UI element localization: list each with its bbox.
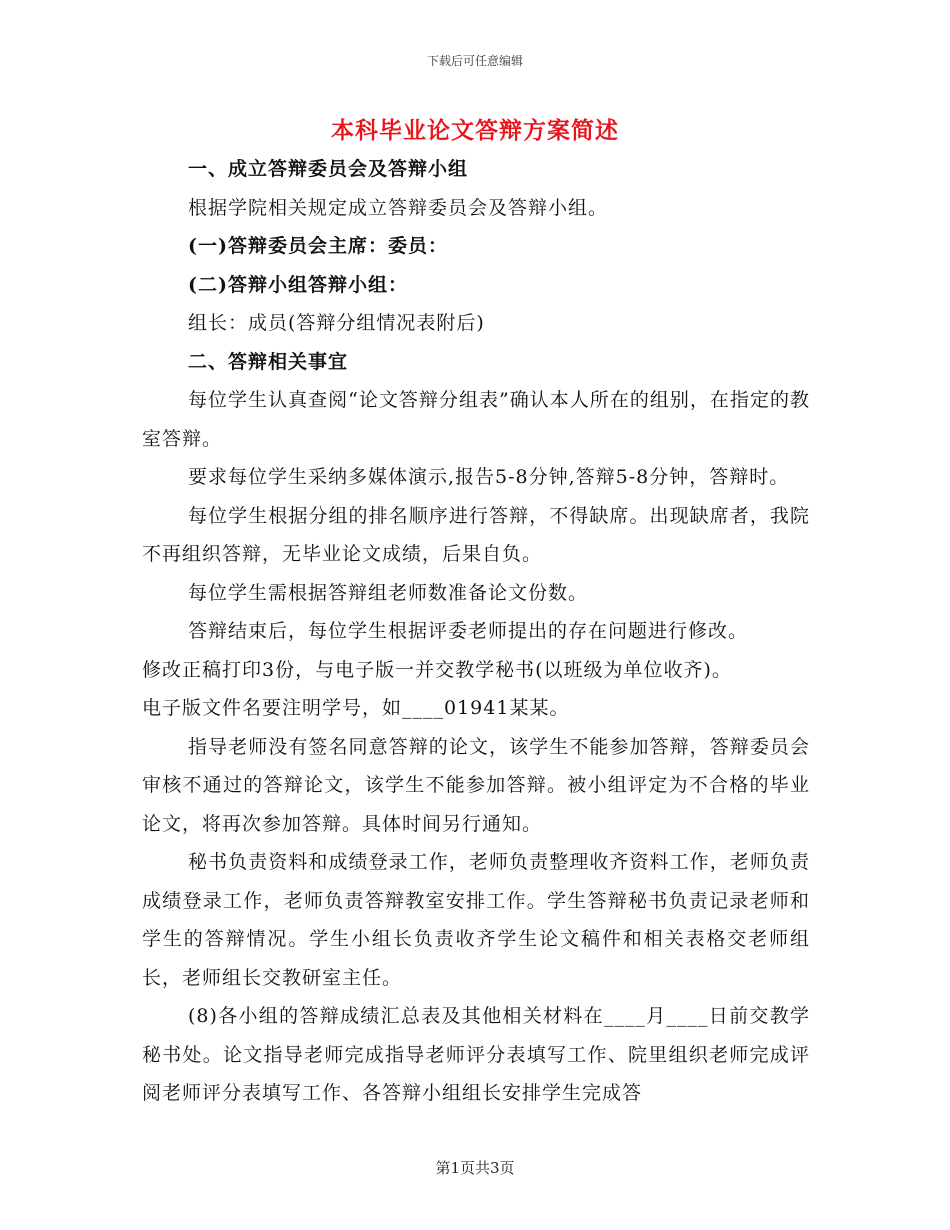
paragraph: (8)各小组的答辩成绩汇总表及其他相关材料在____月____日前交教学秘书处。论文指导老师完成指导老师评分表填写工作、院里组织老师完成评阅老师评分表填写工作、各答辩小组组长安排学生完成答 [142, 1005, 810, 1104]
page-header-note: 下载后可任意编辑 [426, 54, 523, 68]
paragraph: 指导老师没有签名同意答辩的论文，该学生不能参加答辩，答辩委员会审核不通过的答辩论文，该学生不能参加答辩。被小组评定为不合格的毕业论文，将再次参加答辩。具体时间另行通知。 [142, 735, 810, 835]
paragraph: 修改正稿打印3份，与电子版一并交教学秘书(以班级为单位收齐)。 [142, 658, 732, 681]
subheading-committee: (一)答辩委员会主席：委员： [188, 235, 448, 257]
paragraph: 要求每位学生采纳多媒体演示,报告5-8分钟,答辩5-8分钟，答辩时。 [188, 466, 790, 488]
subheading-group: (二)答辩小组答辩小组： [188, 273, 408, 296]
page-number: 第1页共3页 [435, 1159, 515, 1177]
paragraph: 秘书负责资料和成绩登录工作，老师负责整理收齐资料工作，老师负责成绩登录工作，老师负责答辩教室安排工作。学生答辩秘书负责记录老师和学生的答辩情况。学生小组长负责收齐学生论文稿件和相关表格交老师组长，老师组长交教研室主任。 [142, 851, 810, 989]
paragraph: 组长：成员(答辩分组情况表附后) [188, 312, 485, 334]
paragraph: 每位学生需根据答辩组老师数准备论文份数。 [188, 581, 589, 604]
paragraph: 答辩结束后，每位学生根据评委老师提出的存在问题进行修改。 [188, 620, 749, 642]
document-body [142, 150, 810, 1113]
section-heading-2: 二、答辩相关事宜 [188, 350, 349, 373]
document-title: 本科毕业论文答辩方案简述 [331, 117, 619, 144]
paragraph: 每位学生根据分组的排名顺序进行答辩，不得缺席。出现缺席者，我院不再组织答辩，无毕业论文成绩，后果自负。 [142, 504, 810, 565]
paragraph: 每位学生认真查阅“论文答辩分组表”确认本人所在的组别，在指定的教室答辩。 [142, 389, 810, 450]
paragraph: 根据学院相关规定成立答辩委员会及答辩小组。 [188, 196, 609, 219]
section-heading-1: 一、成立答辩委员会及答辩小组 [188, 158, 469, 180]
paragraph: 电子版文件名要注明学号，如____01941某某。 [142, 697, 570, 719]
